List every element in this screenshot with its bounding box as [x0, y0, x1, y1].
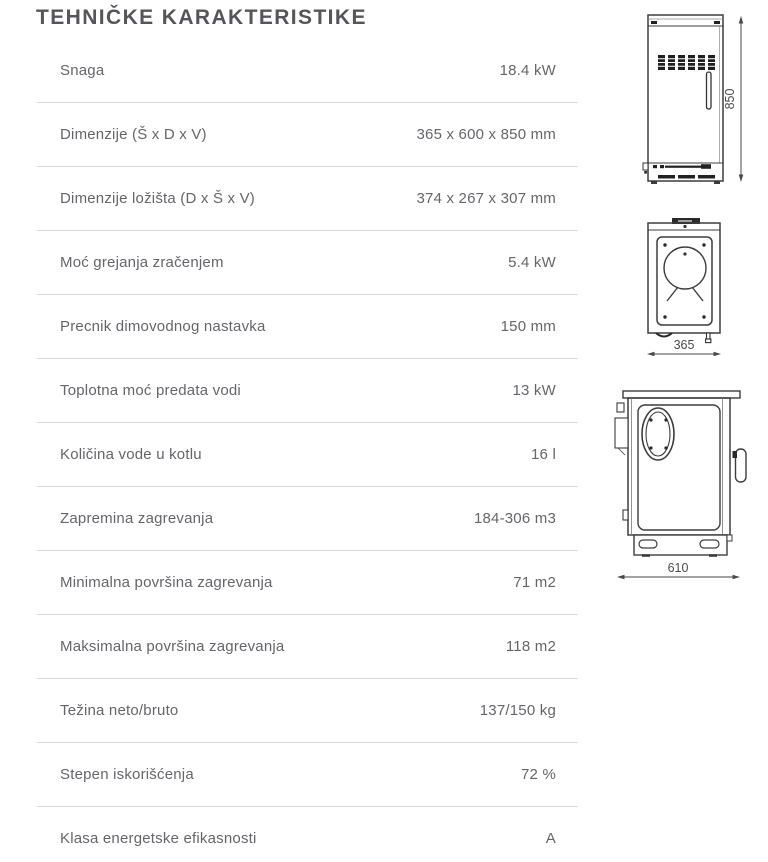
spec-label: Količina vode u kotlu [60, 446, 202, 463]
spec-label: Dimenzije (Š x D x V) [60, 126, 207, 143]
depth-dimension [617, 561, 740, 579]
width-dimension [647, 338, 721, 356]
spec-label: Moć grejanja zračenjem [60, 254, 224, 271]
front-body-outline [648, 15, 723, 181]
spec-label: Minimalna površina zagrevanja [60, 574, 273, 591]
spec-table [37, 39, 578, 862]
spec-value: 18.4 kW [499, 62, 556, 79]
front-ash-drawer [643, 163, 720, 184]
stove-side-view-drawing [612, 385, 762, 590]
side-base [634, 535, 732, 557]
spec-value: 150 mm [500, 318, 556, 335]
spec-value: 16 l [531, 446, 556, 463]
spec-value: A [545, 830, 556, 847]
spec-row [37, 295, 578, 359]
spec-value: 13 kW [512, 382, 556, 399]
spec-row [37, 39, 578, 103]
top-corner-screws [663, 243, 705, 318]
width-dimension-label: 365 [673, 338, 695, 352]
spec-value: 374 x 267 x 307 mm [416, 190, 556, 207]
top-hotplate [664, 247, 706, 301]
spec-value: 137/150 kg [479, 702, 556, 719]
spec-label: Precnik dimovodnog nastavka [60, 318, 266, 335]
spec-row [37, 679, 578, 743]
spec-row [37, 743, 578, 807]
spec-row [37, 615, 578, 679]
spec-value: 365 x 600 x 850 mm [416, 126, 556, 143]
spec-row [37, 167, 578, 231]
spec-value: 5.4 kW [508, 254, 556, 271]
spec-label: Snaga [60, 62, 105, 79]
spec-label: Klasa energetske efikasnosti [60, 830, 257, 847]
height-dimension [723, 16, 743, 182]
spec-row [37, 423, 578, 487]
top-knob [683, 225, 686, 228]
top-valve [706, 333, 711, 343]
spec-label: Stepen iskorišćenja [60, 766, 194, 783]
front-door-handle [707, 72, 712, 109]
spec-label: Maksimalna površina zagrevanja [60, 638, 285, 655]
spec-row [37, 807, 578, 862]
spec-value: 118 m2 [505, 638, 556, 655]
spec-label: Toplotna moć predata vodi [60, 382, 241, 399]
spec-value: 184-306 m3 [473, 510, 556, 527]
spec-label: Dimenzije ložišta (D x Š x V) [60, 190, 256, 207]
top-rear-pipe [656, 333, 672, 337]
depth-dimension-label: 610 [667, 561, 689, 575]
spec-label: Težina neto/bruto [60, 702, 179, 719]
side-hinges [615, 403, 628, 520]
front-top-latches [651, 21, 720, 24]
stove-front-view-drawing [615, 5, 768, 200]
side-cleanout-port [642, 408, 674, 460]
spec-label: Zapremina zagrevanja [60, 510, 214, 527]
side-body-outline [623, 391, 740, 535]
top-chimney-outlet [672, 218, 700, 224]
side-door-handle [733, 449, 747, 482]
height-dimension-label: 850 [723, 88, 737, 110]
spec-row [37, 231, 578, 295]
stove-top-view-drawing [615, 210, 730, 370]
spec-row [37, 359, 578, 423]
spec-value: 72 % [521, 766, 556, 783]
spec-row [37, 487, 578, 551]
top-hotplate-center [683, 252, 686, 255]
spec-value: 71 m2 [513, 574, 556, 591]
top-body-outline [648, 223, 720, 333]
spec-row [37, 551, 578, 615]
front-vent-grille [658, 55, 715, 70]
spec-row [37, 103, 578, 167]
page-title: TEHNIČKE KARAKTERISTIKE [36, 6, 367, 29]
